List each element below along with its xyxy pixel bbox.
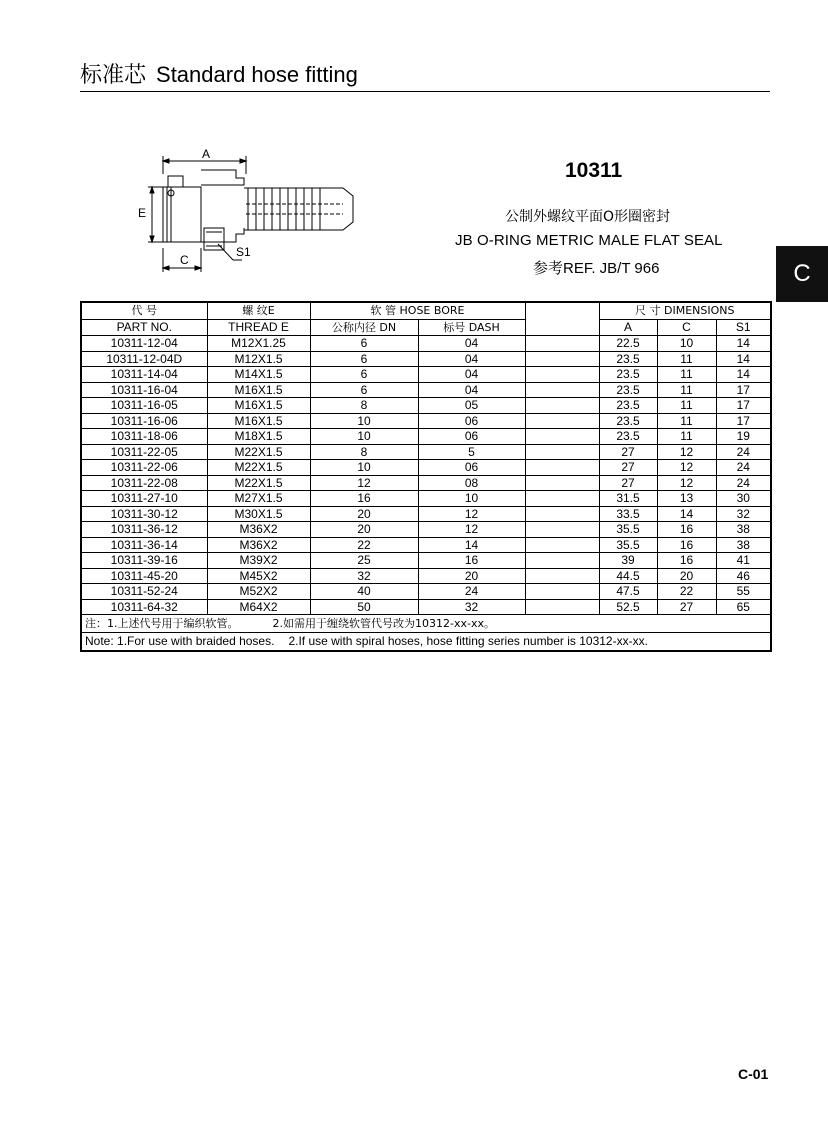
c-cell: 22 bbox=[657, 584, 716, 600]
c-cell: 12 bbox=[657, 444, 716, 460]
note-en-2: 2.If use with spiral hoses, hose fitting series number is 10312-xx-xx. bbox=[288, 634, 648, 648]
dn-cell: 12 bbox=[310, 475, 418, 491]
s1-cell: 17 bbox=[716, 413, 771, 429]
reference-standard: 参考REF. JB/T 966 bbox=[533, 260, 660, 277]
model-number: 10311 bbox=[565, 159, 623, 182]
table-row bbox=[81, 444, 771, 460]
c-cell: 12 bbox=[657, 475, 716, 491]
a-cell: 27 bbox=[599, 460, 657, 476]
part-no-cell: 10311-22-08 bbox=[81, 475, 207, 491]
thread-cell: M39X2 bbox=[207, 553, 310, 569]
s1-cell: 24 bbox=[716, 475, 771, 491]
empty-cell bbox=[525, 444, 599, 460]
table-row bbox=[81, 553, 771, 569]
empty-cell bbox=[525, 398, 599, 414]
empty-cell bbox=[525, 599, 599, 615]
table-row bbox=[81, 584, 771, 600]
s1-cell: 38 bbox=[716, 537, 771, 553]
a-cell: 47.5 bbox=[599, 584, 657, 600]
a-cell: 23.5 bbox=[599, 367, 657, 383]
c-cell: 11 bbox=[657, 367, 716, 383]
c-cell: 11 bbox=[657, 413, 716, 429]
dn-cell: 50 bbox=[310, 599, 418, 615]
part-no-cell: 10311-16-05 bbox=[81, 398, 207, 414]
thread-cell: M16X1.5 bbox=[207, 398, 310, 414]
note-cn-1: 注：1.上述代号用于编织软管。 bbox=[85, 617, 239, 630]
dash-cell: 04 bbox=[418, 351, 525, 367]
s1-cell: 41 bbox=[716, 553, 771, 569]
empty-cell bbox=[525, 413, 599, 429]
a-cell: 23.5 bbox=[599, 398, 657, 414]
table-row bbox=[81, 398, 771, 414]
part-no-cell: 10311-12-04 bbox=[81, 336, 207, 352]
header-thread-en: THREAD E bbox=[207, 319, 310, 336]
a-cell: 33.5 bbox=[599, 506, 657, 522]
dash-cell: 06 bbox=[418, 460, 525, 476]
empty-cell bbox=[525, 475, 599, 491]
empty-cell bbox=[525, 537, 599, 553]
dash-cell: 04 bbox=[418, 336, 525, 352]
table-row bbox=[81, 413, 771, 429]
page-title bbox=[80, 58, 358, 89]
s1-cell: 14 bbox=[716, 367, 771, 383]
part-no-cell: 10311-39-16 bbox=[81, 553, 207, 569]
s1-cell: 55 bbox=[716, 584, 771, 600]
dash-cell: 06 bbox=[418, 429, 525, 445]
dash-cell: 12 bbox=[418, 522, 525, 538]
header-part-no: PART NO. bbox=[81, 319, 207, 336]
thread-cell: M16X1.5 bbox=[207, 382, 310, 398]
thread-cell: M36X2 bbox=[207, 537, 310, 553]
dn-cell: 10 bbox=[310, 413, 418, 429]
thread-cell: M36X2 bbox=[207, 522, 310, 538]
page-title-en: Standard hose fitting bbox=[156, 62, 358, 87]
table-row bbox=[81, 429, 771, 445]
empty-cell bbox=[525, 336, 599, 352]
page-number: C-01 bbox=[738, 1066, 769, 1082]
diagram-label-s1: S1 bbox=[236, 245, 251, 259]
dn-cell: 6 bbox=[310, 367, 418, 383]
part-no-cell: 10311-14-04 bbox=[81, 367, 207, 383]
table-row bbox=[81, 599, 771, 615]
diagram-label-c: C bbox=[180, 253, 189, 267]
header-empty bbox=[525, 302, 599, 336]
a-cell: 23.5 bbox=[599, 429, 657, 445]
a-cell: 35.5 bbox=[599, 522, 657, 538]
header-code-cn: 代 号 bbox=[81, 302, 207, 319]
page-title-cn: 标准芯 bbox=[80, 63, 147, 88]
part-no-cell: 10311-27-10 bbox=[81, 491, 207, 507]
thread-cell: M22X1.5 bbox=[207, 460, 310, 476]
thread-cell: M12X1.5 bbox=[207, 351, 310, 367]
description-cn: 公制外螺纹平面O形圈密封 bbox=[505, 209, 671, 225]
note-en-1: Note: 1.For use with braided hoses. bbox=[85, 634, 275, 648]
c-cell: 11 bbox=[657, 429, 716, 445]
fitting-diagram bbox=[138, 148, 368, 273]
dn-cell: 20 bbox=[310, 506, 418, 522]
s1-cell: 30 bbox=[716, 491, 771, 507]
empty-cell bbox=[525, 568, 599, 584]
part-no-cell: 10311-22-05 bbox=[81, 444, 207, 460]
c-cell: 16 bbox=[657, 522, 716, 538]
header-hose-bore: 软 管 HOSE BORE bbox=[310, 302, 525, 319]
s1-cell: 14 bbox=[716, 336, 771, 352]
s1-cell: 38 bbox=[716, 522, 771, 538]
notes-en bbox=[81, 633, 771, 652]
empty-cell bbox=[525, 491, 599, 507]
table-row bbox=[81, 460, 771, 476]
table-row bbox=[81, 491, 771, 507]
dn-cell: 22 bbox=[310, 537, 418, 553]
dn-cell: 6 bbox=[310, 382, 418, 398]
c-cell: 20 bbox=[657, 568, 716, 584]
dash-cell: 04 bbox=[418, 382, 525, 398]
dash-cell: 16 bbox=[418, 553, 525, 569]
table-row bbox=[81, 382, 771, 398]
a-cell: 23.5 bbox=[599, 413, 657, 429]
dn-cell: 25 bbox=[310, 553, 418, 569]
part-no-cell: 10311-30-12 bbox=[81, 506, 207, 522]
table-row bbox=[81, 506, 771, 522]
dash-cell: 08 bbox=[418, 475, 525, 491]
s1-cell: 24 bbox=[716, 460, 771, 476]
a-cell: 52.5 bbox=[599, 599, 657, 615]
c-cell: 12 bbox=[657, 460, 716, 476]
dn-cell: 8 bbox=[310, 444, 418, 460]
empty-cell bbox=[525, 382, 599, 398]
dash-cell: 14 bbox=[418, 537, 525, 553]
table-row bbox=[81, 475, 771, 491]
table-row bbox=[81, 367, 771, 383]
header-dn: 公称内径 DN bbox=[310, 319, 418, 336]
thread-cell: M30X1.5 bbox=[207, 506, 310, 522]
diagram-label-e: E bbox=[138, 206, 147, 220]
c-cell: 14 bbox=[657, 506, 716, 522]
empty-cell bbox=[525, 351, 599, 367]
part-no-cell: 10311-45-20 bbox=[81, 568, 207, 584]
dn-cell: 6 bbox=[310, 336, 418, 352]
table-row bbox=[81, 351, 771, 367]
c-cell: 10 bbox=[657, 336, 716, 352]
s1-cell: 24 bbox=[716, 444, 771, 460]
empty-cell bbox=[525, 522, 599, 538]
thread-cell: M27X1.5 bbox=[207, 491, 310, 507]
header-dash: 标号 DASH bbox=[418, 319, 525, 336]
a-cell: 35.5 bbox=[599, 537, 657, 553]
a-cell: 27 bbox=[599, 475, 657, 491]
dash-cell: 20 bbox=[418, 568, 525, 584]
thread-cell: M52X2 bbox=[207, 584, 310, 600]
dash-cell: 10 bbox=[418, 491, 525, 507]
dash-cell: 5 bbox=[418, 444, 525, 460]
section-tab: C bbox=[776, 246, 828, 302]
empty-cell bbox=[525, 506, 599, 522]
header-divider bbox=[80, 91, 770, 92]
table-row bbox=[81, 522, 771, 538]
empty-cell bbox=[525, 367, 599, 383]
s1-cell: 32 bbox=[716, 506, 771, 522]
part-no-cell: 10311-36-12 bbox=[81, 522, 207, 538]
c-cell: 16 bbox=[657, 553, 716, 569]
part-no-cell: 10311-18-06 bbox=[81, 429, 207, 445]
dn-cell: 10 bbox=[310, 429, 418, 445]
dash-cell: 05 bbox=[418, 398, 525, 414]
dn-cell: 40 bbox=[310, 584, 418, 600]
dn-cell: 6 bbox=[310, 351, 418, 367]
part-no-cell: 10311-22-06 bbox=[81, 460, 207, 476]
part-no-cell: 10311-16-06 bbox=[81, 413, 207, 429]
s1-cell: 19 bbox=[716, 429, 771, 445]
c-cell: 11 bbox=[657, 382, 716, 398]
part-no-cell: 10311-16-04 bbox=[81, 382, 207, 398]
a-cell: 31.5 bbox=[599, 491, 657, 507]
thread-cell: M22X1.5 bbox=[207, 475, 310, 491]
spec-table bbox=[80, 301, 772, 652]
header-thread-cn: 螺 纹E bbox=[207, 302, 310, 319]
header-s1: S1 bbox=[716, 319, 771, 336]
a-cell: 27 bbox=[599, 444, 657, 460]
a-cell: 44.5 bbox=[599, 568, 657, 584]
dash-cell: 32 bbox=[418, 599, 525, 615]
notes-cn bbox=[81, 615, 771, 633]
header-dimensions: 尺 寸 DIMENSIONS bbox=[599, 302, 771, 319]
c-cell: 27 bbox=[657, 599, 716, 615]
table-row bbox=[81, 537, 771, 553]
a-cell: 23.5 bbox=[599, 351, 657, 367]
c-cell: 11 bbox=[657, 351, 716, 367]
c-cell: 16 bbox=[657, 537, 716, 553]
part-no-cell: 10311-64-32 bbox=[81, 599, 207, 615]
thread-cell: M14X1.5 bbox=[207, 367, 310, 383]
thread-cell: M64X2 bbox=[207, 599, 310, 615]
table-row bbox=[81, 336, 771, 352]
s1-cell: 46 bbox=[716, 568, 771, 584]
empty-cell bbox=[525, 553, 599, 569]
header-a: A bbox=[599, 319, 657, 336]
dash-cell: 12 bbox=[418, 506, 525, 522]
empty-cell bbox=[525, 429, 599, 445]
empty-cell bbox=[525, 460, 599, 476]
c-cell: 13 bbox=[657, 491, 716, 507]
s1-cell: 65 bbox=[716, 599, 771, 615]
thread-cell: M12X1.25 bbox=[207, 336, 310, 352]
s1-cell: 17 bbox=[716, 382, 771, 398]
empty-cell bbox=[525, 584, 599, 600]
diagram-label-a: A bbox=[202, 148, 211, 161]
dn-cell: 16 bbox=[310, 491, 418, 507]
note-cn-2: 2.如需用于缠绕软管代号改为10312-xx-xx。 bbox=[272, 617, 495, 630]
a-cell: 22.5 bbox=[599, 336, 657, 352]
c-cell: 11 bbox=[657, 398, 716, 414]
header-c: C bbox=[657, 319, 716, 336]
dash-cell: 24 bbox=[418, 584, 525, 600]
dn-cell: 10 bbox=[310, 460, 418, 476]
spec-table-body bbox=[81, 336, 771, 615]
table-row bbox=[81, 568, 771, 584]
a-cell: 39 bbox=[599, 553, 657, 569]
s1-cell: 17 bbox=[716, 398, 771, 414]
thread-cell: M22X1.5 bbox=[207, 444, 310, 460]
part-no-cell: 10311-52-24 bbox=[81, 584, 207, 600]
part-no-cell: 10311-12-04D bbox=[81, 351, 207, 367]
dn-cell: 32 bbox=[310, 568, 418, 584]
part-no-cell: 10311-36-14 bbox=[81, 537, 207, 553]
s1-cell: 14 bbox=[716, 351, 771, 367]
thread-cell: M16X1.5 bbox=[207, 413, 310, 429]
dn-cell: 8 bbox=[310, 398, 418, 414]
thread-cell: M45X2 bbox=[207, 568, 310, 584]
dash-cell: 06 bbox=[418, 413, 525, 429]
a-cell: 23.5 bbox=[599, 382, 657, 398]
dn-cell: 20 bbox=[310, 522, 418, 538]
thread-cell: M18X1.5 bbox=[207, 429, 310, 445]
description-en: JB O-RING METRIC MALE FLAT SEAL bbox=[455, 232, 723, 249]
dash-cell: 04 bbox=[418, 367, 525, 383]
